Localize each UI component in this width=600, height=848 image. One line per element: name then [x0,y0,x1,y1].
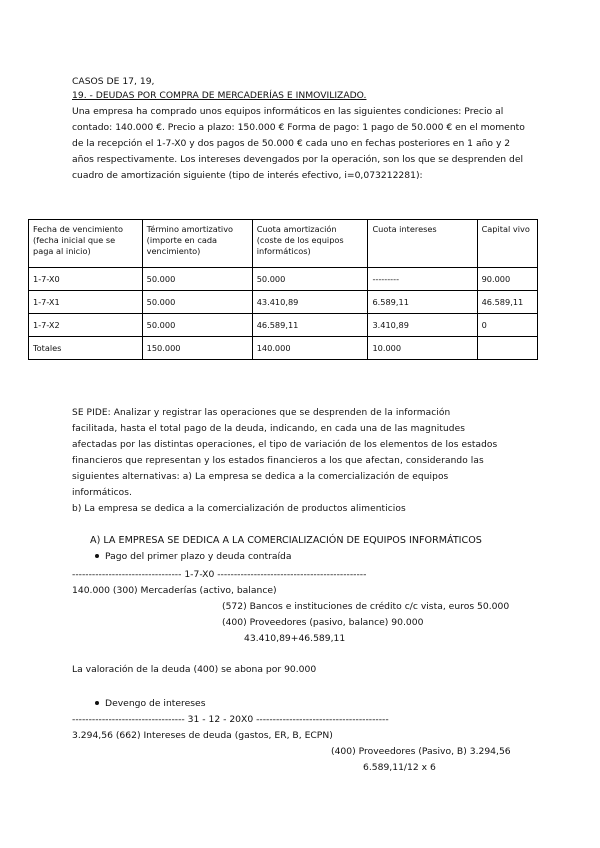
header-cell: Cuota amortización (coste de los equipos informáticos) [252,220,368,268]
table-cell: 150.000 [142,337,252,360]
table-cell [477,337,537,360]
table-cell: --------- [368,268,477,291]
table-cell: 50.000 [142,268,252,291]
journal-debit: 140.000 (300) Mercaderías (activo, balance) [72,585,277,596]
header-cell: Capital vivo [477,220,537,268]
table-cell: 43.410,89 [252,291,368,314]
se-pide-line: informáticos. [72,488,133,498]
table-cell: 3.410,89 [368,314,477,337]
se-pide-line: b) La empresa se dedica a la comercialización de productos alimenticios [72,504,406,514]
table-row [29,314,538,337]
table-cell: 1-7-X2 [29,314,143,337]
table-header-row [29,220,538,268]
intro-line: de la recepción el 1-7-X0 y dos pagos de 50.000 € cada uno en fechas posteriores en 1 año y 2 [72,138,511,149]
valuation-note: La valoración de la deuda (400) se abona por 90.000 [72,664,317,675]
journal-credit: (572) Bancos e instituciones de crédito c/c vista, euros 50.000 [222,601,510,612]
bullet-text: Devengo de intereses [105,698,206,709]
bullet-icon [95,701,99,705]
header-cell: Término amortizativo (importe en cada vencimiento) [142,220,252,268]
table-row-totals [29,337,538,360]
bullet-item [95,551,292,563]
header-cell: Fecha de vencimiento (fecha inicial que se paga al inicio) [29,220,143,268]
se-pide-line: facilitada, hasta el total pago de la deuda, indicando, en cada una de las magnitudes [72,424,465,434]
table-cell: Totales [29,337,143,360]
table-row [29,268,538,291]
problem-title: 19. - DEUDAS POR COMPRA DE MERCADERÍAS E INMOVILIZADO. [72,90,367,101]
amortization-table [28,219,538,360]
bullet-icon [95,554,99,558]
table-cell: 50.000 [252,268,368,291]
intro-line: Una empresa ha comprado unos equipos informáticos en las siguientes condiciones: Precio al [72,106,504,117]
table-cell: 6.589,11 [368,291,477,314]
journal-credit: (400) Proveedores (pasivo, balance) 90.000 [222,617,424,628]
table-cell: 0 [477,314,537,337]
table-cell: 50.000 [142,314,252,337]
date-separator: --------------------------------- 1-7-X0 --------------------------------------------- [72,569,367,580]
journal-credit: (400) Proveedores (Pasivo, B) 3.294,56 [331,746,511,757]
section-a-heading: A) LA EMPRESA SE DEDICA A LA COMERCIALIZACIÓN DE EQUIPOS INFORMÁTICOS [90,535,482,546]
intro-line: cuadro de amortización siguiente (tipo de interés efectivo, i=0,073212281): [72,170,423,181]
bullet-item [95,698,206,710]
table-cell: 50.000 [142,291,252,314]
se-pide-line: SE PIDE: Analizar y registrar las operaciones que se desprenden de la información [72,408,451,418]
table-cell: 10.000 [368,337,477,360]
bullet-text: Pago del primer plazo y deuda contraída [105,551,292,562]
se-pide-line: financieros que representan y los estados financieros a los que afectan, considerando las [72,456,484,466]
date-separator: ---------------------------------- 31 - 12 - 20X0 ---------------------------------------- [72,714,389,725]
table-cell: 1-7-X0 [29,268,143,291]
table-cell: 90.000 [477,268,537,291]
journal-calc: 43.410,89+46.589,11 [244,633,346,644]
intro-line: años respectivamente. Los intereses devengados por la operación, son los que se desprenden del [72,154,524,165]
journal-debit: 3.294,56 (662) Intereses de deuda (gastos, ER, B, ECPN) [72,730,333,741]
cases-label: CASOS DE 17, 19, [72,76,155,87]
table-cell: 46.589,11 [477,291,537,314]
journal-calc: 6.589,11/12 x 6 [363,762,436,773]
se-pide-line: siguientes alternativas: a) La empresa se dedica a la comercialización de equipos [72,472,449,482]
header-cell: Cuota intereses [368,220,477,268]
table-cell: 140.000 [252,337,368,360]
se-pide-line: afectadas por las distintas operaciones, el tipo de variación de los elementos de los estados [72,440,498,450]
intro-line: contado: 140.000 €. Precio a plazo: 150.000 € Forma de pago: 1 pago de 50.000 € en el momento [72,122,525,133]
table-row [29,291,538,314]
table-cell: 46.589,11 [252,314,368,337]
table-cell: 1-7-X1 [29,291,143,314]
